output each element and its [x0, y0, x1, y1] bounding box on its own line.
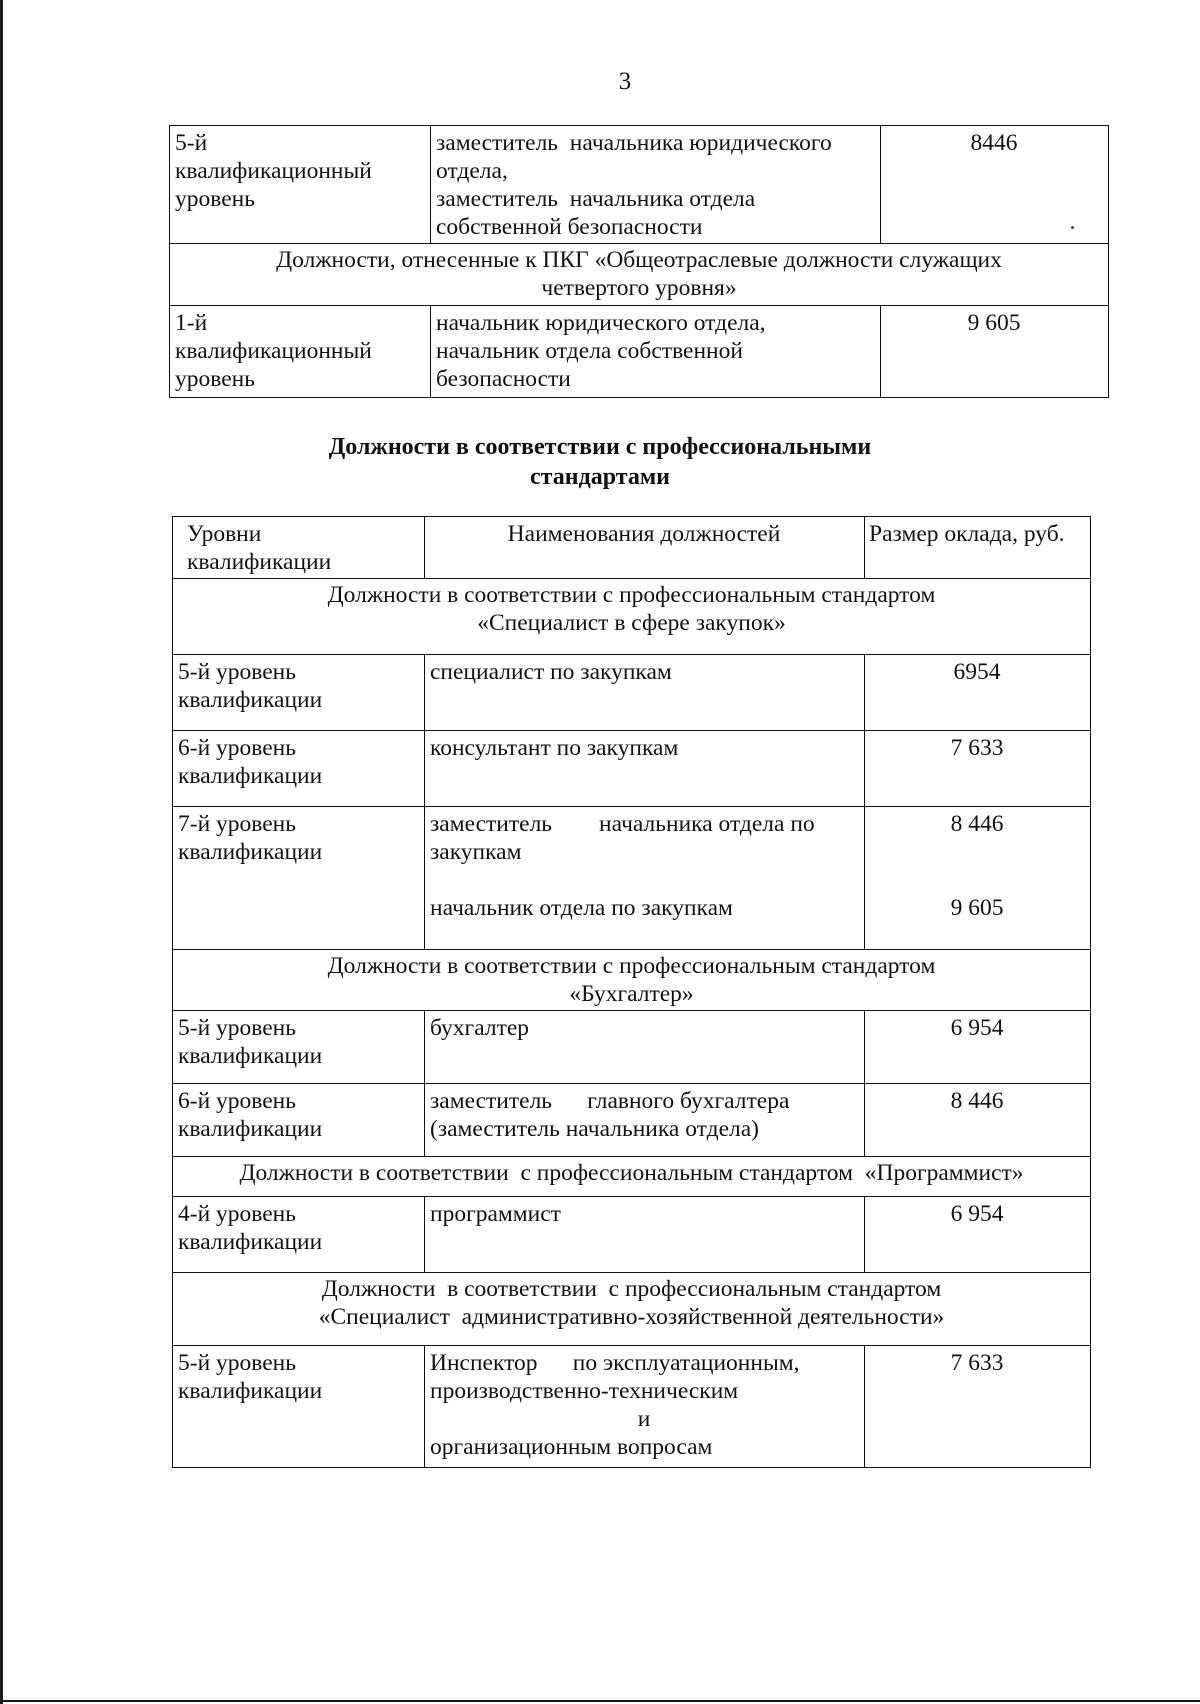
positions-cell — [431, 306, 881, 398]
position-line: заместитель главного бухгалтера — [430, 1088, 790, 1114]
heading-line: Должности в соответствии с профессиональными — [328, 434, 872, 460]
salary-value: 9 605 — [950, 895, 1004, 921]
table-row — [173, 807, 1091, 950]
position-line: отдела, — [436, 158, 508, 184]
position-line: безопасности — [436, 366, 571, 392]
positions-cell — [425, 1084, 865, 1157]
group-row — [170, 244, 1109, 306]
level-cell — [173, 1084, 425, 1157]
table-row — [170, 306, 1109, 398]
header-line: Уровни — [187, 521, 262, 547]
group-row — [173, 579, 1091, 655]
group-row — [173, 1273, 1091, 1346]
level-line: 7-й уровень — [178, 811, 296, 837]
position-line: закупкам — [430, 839, 522, 865]
table-row — [173, 731, 1091, 807]
level-line: квалификации — [178, 763, 323, 789]
level-line: квалификации — [178, 839, 323, 865]
level-line: квалификации — [178, 1116, 323, 1142]
header-row — [173, 517, 1091, 579]
position-line: начальник юридического отдела, — [436, 310, 766, 336]
salary-cell: 7 633 — [865, 1346, 1091, 1468]
salary-cell: 6 954 — [865, 1011, 1091, 1084]
position-line: и — [637, 1406, 651, 1432]
position-line: заместитель начальника отдела — [436, 186, 756, 212]
positions-cell: специалист по закупкам — [425, 655, 865, 731]
positions-cell — [425, 807, 865, 950]
group-title — [173, 579, 1091, 655]
level-line: 5-й уровень — [178, 1350, 296, 1376]
table-row — [170, 126, 1109, 244]
header-level — [173, 517, 425, 579]
level-line: 6-й уровень — [178, 1088, 296, 1114]
level-line: квалификации — [178, 1229, 323, 1255]
table-row — [173, 1346, 1091, 1468]
positions-cell: программист — [425, 1197, 865, 1273]
group-title — [173, 1157, 1091, 1197]
salary-cell: 8446 — [881, 126, 1109, 244]
group-title-line: Должности в соответствии с профессиональным стандартом «Программист» — [239, 1160, 1024, 1186]
scan-edge-bottom — [0, 1700, 1200, 1702]
position-line: собственной безопасности — [436, 214, 703, 240]
level-line: 6-й уровень — [178, 735, 296, 761]
level-line: квалификации — [178, 687, 323, 713]
salary-cell: 6 954 — [865, 1197, 1091, 1273]
positions-table-1 — [169, 125, 1109, 398]
position-line: организационным вопросам — [430, 1434, 713, 1460]
group-row — [173, 1157, 1091, 1197]
level-cell — [173, 731, 425, 807]
level-cell — [170, 126, 431, 244]
salary-cell: 6954 — [865, 655, 1091, 731]
group-title — [173, 1273, 1091, 1346]
position-line: начальник отдела по закупкам — [430, 895, 733, 921]
level-line: квалификационный — [175, 338, 372, 364]
level-line: 5-й уровень — [178, 659, 296, 685]
table-row — [173, 655, 1091, 731]
table-row — [173, 1084, 1091, 1157]
level-line: квалификации — [178, 1378, 323, 1404]
level-line: квалификации — [178, 1043, 323, 1069]
positions-cell: бухгалтер — [425, 1011, 865, 1084]
salary-cell: 8 446 — [865, 1084, 1091, 1157]
level-cell — [173, 1197, 425, 1273]
positions-cell — [425, 1346, 865, 1468]
section-heading — [300, 432, 900, 492]
group-title-line: Должности в соответствии с профессиональным стандартом — [327, 582, 936, 608]
level-line: 1-й — [175, 310, 208, 336]
position-line: заместитель начальника отдела по — [430, 811, 815, 837]
position-line: (заместитель начальника отдела) — [430, 1116, 759, 1142]
group-title-line: «Специалист в сфере закупок» — [477, 610, 786, 636]
group-title-line: четвертого уровня» — [541, 275, 737, 301]
header-salary: Размер оклада, руб. — [865, 517, 1091, 579]
page-number: 3 — [618, 68, 632, 95]
salary-cell: 7 633 — [865, 731, 1091, 807]
scan-edge-left — [0, 0, 3, 1704]
salary-value: 8 446 — [950, 811, 1004, 837]
level-line: 5-й — [175, 130, 208, 156]
level-line: 5-й уровень — [178, 1015, 296, 1041]
level-line: квалификационный — [175, 158, 372, 184]
group-title-line: «Бухгалтер» — [569, 981, 694, 1007]
level-line: 4-й уровень — [178, 1201, 296, 1227]
group-row — [173, 950, 1091, 1011]
position-line: заместитель начальника юридического — [436, 130, 832, 156]
header-line: квалификации — [187, 549, 332, 575]
header-name: Наименования должностей — [425, 517, 865, 579]
level-cell — [170, 306, 431, 398]
group-title — [170, 244, 1109, 306]
level-line: уровень — [175, 366, 255, 392]
table-row — [173, 1197, 1091, 1273]
heading-line: стандартами — [530, 464, 670, 490]
position-line: начальник отдела собственной — [436, 338, 743, 364]
salary-cell: 9 605 — [881, 306, 1109, 398]
group-title-line: Должности в соответствии с профессиональным стандартом — [321, 1276, 942, 1302]
level-cell — [173, 655, 425, 731]
position-line: Инспектор по эксплуатационным, — [430, 1350, 800, 1376]
level-cell — [173, 807, 425, 950]
group-title-line: «Специалист административно-хозяйственной деятельности» — [318, 1304, 945, 1330]
level-line: уровень — [175, 186, 255, 212]
professional-standards-table — [172, 516, 1091, 1468]
group-title-line: Должности в соответствии с профессиональным стандартом — [327, 953, 936, 979]
group-title-line: Должности, отнесенные к ПКГ «Общеотраслевые должности служащих — [276, 247, 1002, 273]
salary-cell — [865, 807, 1091, 950]
positions-cell: консультант по закупкам — [425, 731, 865, 807]
group-title — [173, 950, 1091, 1011]
level-cell — [173, 1011, 425, 1084]
positions-cell — [431, 126, 881, 244]
level-cell — [173, 1346, 425, 1468]
position-line: производственно-техническим — [430, 1378, 739, 1404]
table-row — [173, 1011, 1091, 1084]
